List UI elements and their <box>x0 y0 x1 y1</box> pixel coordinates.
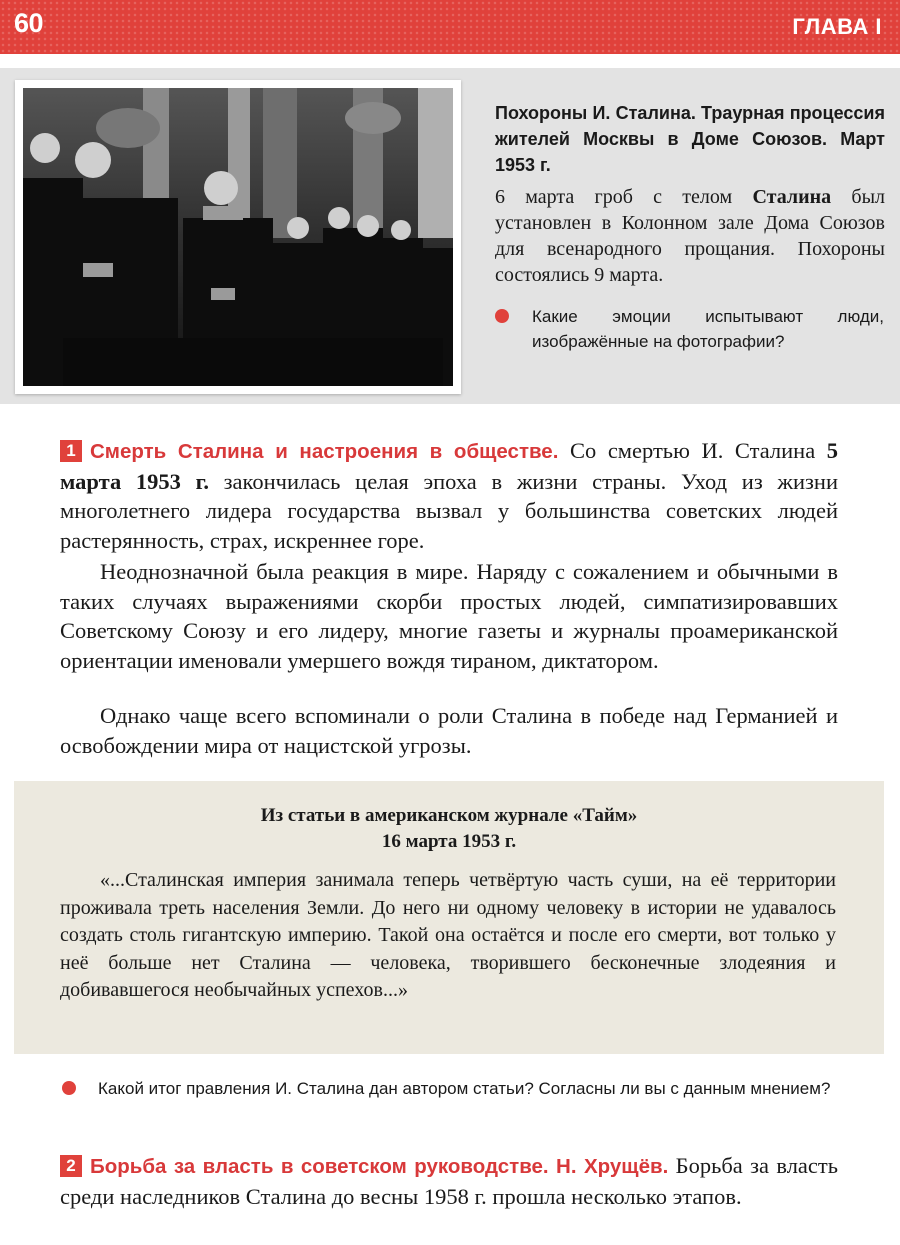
funeral-photo-illustration <box>23 88 453 386</box>
photo-caption-panel <box>0 68 900 404</box>
page-header <box>0 0 900 54</box>
quote-text: «...Сталинская империя занимала теперь четвёртую часть суши, на её территории проживала треть населения Земли. До него ни одному человеку в истории не удавалось создать столь гигантскую империю. Такой она остаётся и после его смерти, вот только у неё больше нет Сталина — человека, творившего бесконечные злодеяния и добивавшегося необычайных успехов...» <box>60 869 836 1001</box>
section-1-heading: Смерть Сталина и настроения в обществе. <box>90 440 559 463</box>
photo-caption-text: 6 марта гроб с телом Сталина был установлен в Колонном зале Дома Союзов для всенародного прощания. Похороны состоялись 9 марта. <box>495 186 886 286</box>
quote-box <box>14 781 884 1054</box>
photo-frame <box>15 80 461 394</box>
section-2-number: 2 <box>60 1155 82 1177</box>
quote-title: Из статьи в американском журнале «Тайм» 16 марта 1953 г. <box>260 805 638 852</box>
photo-question: Какие эмоции испытывают люди, изображённые на фотографии? <box>532 307 884 351</box>
section-2-heading: Борьба за власть в советском руководстве. Н. Хрущёв. <box>90 1155 669 1178</box>
section-2-paragraph: 2 Борьба за власть в советском руководстве. Н. Хрущёв. Борьба за власть среди наследников Сталина до весны 1958 г. прошла несколько этапов. <box>60 1153 838 1209</box>
section-1-paragraph-3: Однако чаще всего вспоминали о роли Сталина в победе над Германией и освобождении мира от нацистской угрозы. <box>60 703 838 758</box>
section-1-paragraph-1: 1 Смерть Сталина и настроения в обществе. Со смертью И. Сталина 5 марта 1953 г. закончилась целая эпоха в жизни страны. Уход из жизни многолетнего лидера государства вызвал у большинства советских людей растерянность, страх, искреннее горе. <box>60 438 839 553</box>
chapter-label: ГЛАВА I <box>792 14 882 39</box>
page-number: 60 <box>14 8 44 38</box>
section-1-paragraph-2: Неоднозначной была реакция в мире. Наряду с сожалением и обычными в таких случаях выражениями скорби простых людей, симпатизировавших Советскому Союзу и его лидеру, многие газеты и журналы проамериканской ориентации именовали умершего вождя тираном, диктатором. <box>60 559 838 673</box>
photo-caption-title: Похороны И. Сталина. Траурная процессия жителей Москвы в Доме Союзов. Март 1953 г. <box>495 103 885 175</box>
article-question: Какой итог правления И. Сталина дан автором статьи? Согласны ли вы с данным мнением? <box>98 1079 831 1098</box>
question-bullet-icon <box>495 309 509 323</box>
section-1-number: 1 <box>60 440 82 462</box>
funeral-photo <box>23 88 453 386</box>
question-bullet-icon <box>62 1081 76 1095</box>
